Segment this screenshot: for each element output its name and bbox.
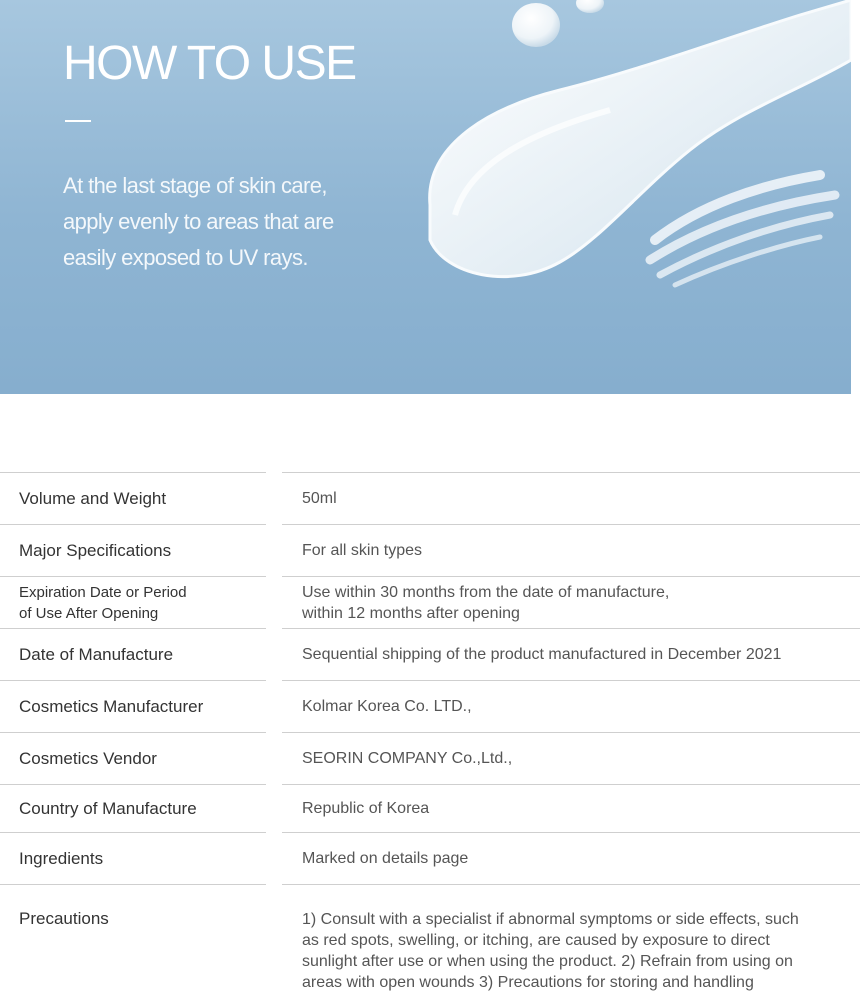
usage-description [63, 168, 334, 276]
spec-label: Major Specifications [0, 524, 266, 576]
table-row [0, 576, 860, 628]
table-row [0, 784, 860, 832]
cream-drop-small [576, 0, 604, 13]
spec-value: 1) Consult with a specialist if abnormal symptoms or side effects, such as red spots, swelling, or itching, are caused by exposure to direct sunlight after use or when using the product. 2) Refrain from using on areas with open wounds 3) Precautions for storing and handling [282, 884, 860, 994]
cream-swatch [430, 0, 851, 277]
spec-value: Sequential shipping of the product manufactured in December 2021 [282, 628, 860, 680]
spec-label-line: of Use After Opening [19, 604, 159, 622]
spec-label: Precautions [0, 884, 266, 994]
table-row [0, 732, 860, 784]
product-info-table [0, 472, 860, 994]
table-row [0, 832, 860, 884]
title-divider [65, 120, 91, 122]
spec-value [282, 576, 860, 628]
spec-value: Marked on details page [282, 832, 860, 884]
spec-label: Country of Manufacture [0, 784, 266, 832]
spec-label: Cosmetics Manufacturer [0, 680, 266, 732]
usage-description-line: apply evenly to areas that are [63, 209, 334, 234]
cream-smear-strokes [650, 175, 835, 285]
spec-label: Cosmetics Vendor [0, 732, 266, 784]
spec-value: Republic of Korea [282, 784, 860, 832]
spec-value: SEORIN COMPANY Co.,Ltd., [282, 732, 860, 784]
spec-label: Volume and Weight [0, 472, 266, 524]
table-row [0, 628, 860, 680]
table-row [0, 472, 860, 524]
usage-description-line: At the last stage of skin care, [63, 173, 327, 198]
spec-value-line: Use within 30 months from the date of manufacture, [302, 583, 670, 601]
table-row [0, 524, 860, 576]
spec-label: Ingredients [0, 832, 266, 884]
spec-value: Kolmar Korea Co. LTD., [282, 680, 860, 732]
usage-description-line: easily exposed to UV rays. [63, 245, 308, 270]
table-row [0, 680, 860, 732]
page-title: HOW TO USE [63, 37, 356, 90]
how-to-use-banner [0, 0, 851, 394]
table-row [0, 884, 860, 994]
spec-label-line: Expiration Date or Period [19, 583, 187, 601]
spec-label [0, 576, 266, 628]
spec-value: 50ml [282, 472, 860, 524]
spec-value-line: within 12 months after opening [302, 604, 520, 622]
spec-value: For all skin types [282, 524, 860, 576]
cream-drop-large [512, 3, 560, 47]
spec-label: Date of Manufacture [0, 628, 266, 680]
